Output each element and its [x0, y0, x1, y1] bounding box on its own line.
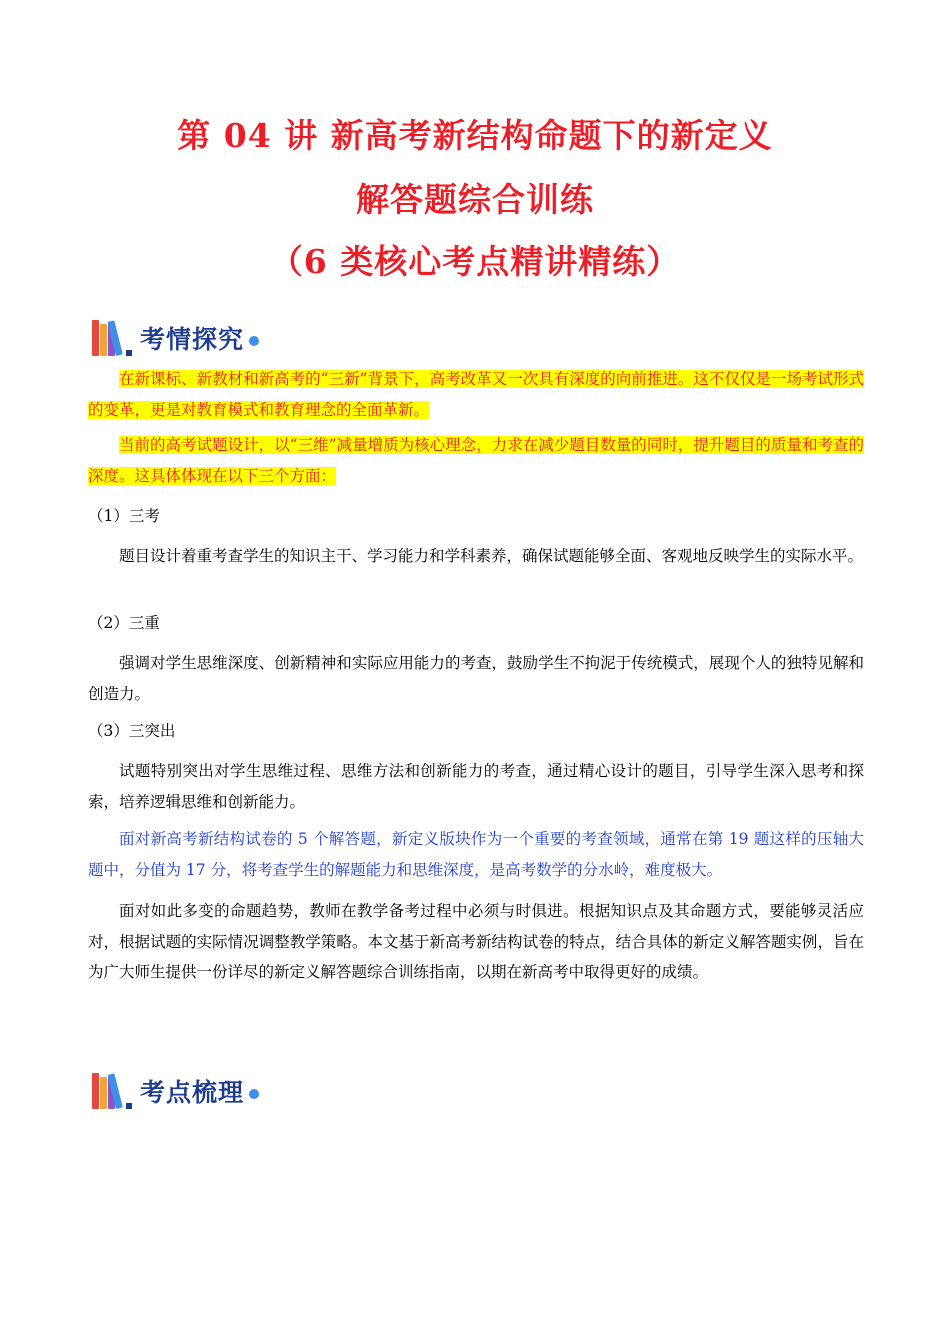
intro-paragraph-2: [88, 430, 864, 491]
section-title: 考情探究: [140, 325, 245, 354]
section-header-exam-analysis: [90, 316, 259, 360]
title-line-1: 第 04 讲 新高考新结构命题下的新定义: [177, 116, 773, 155]
item-text-3: 试题特别突出对学生思维过程、思维方法和创新能力的考查，通过精心设计的题目，引导学生深入思考和探索，培养逻辑思维和创新能力。: [88, 762, 864, 811]
item-label-2: （2）三重: [88, 614, 160, 632]
section-header-key-points: [90, 1069, 259, 1113]
books-icon: [90, 318, 138, 358]
books-icon: [90, 1071, 138, 1111]
dot-icon: [249, 1089, 259, 1099]
closing-paragraph: 面对如此多变的命题趋势，教师在教学备考过程中必须与时俱进。根据知识点及其命题方式，要能够灵活应对，根据试题的实际情况调整教学策略。本文基于新高考新结构试卷的特点，结合具体的新定义解答题实例，旨在为广大师生提供一份详尽的新定义解答题综合训练指南，以期在新高考中取得更好的成绩。: [88, 902, 864, 981]
item-label-1: （1）三考: [88, 507, 160, 525]
intro-paragraph-1: [88, 364, 864, 425]
item-label-3: （3）三突出: [88, 722, 176, 740]
highlighted-text: 当前的高考试题设计，以“三维”减量增质为核心理念，力求在减少题目数量的同时，提升题目的质量和考查的深度。这具体体现在以下三个方面：: [88, 436, 864, 485]
dot-icon: [249, 336, 259, 346]
item-text-1: 题目设计着重考查学生的知识主干、学习能力和学科素养，确保试题能够全面、客观地反映学生的实际水平。: [119, 547, 864, 565]
section-title: 考点梳理: [140, 1078, 245, 1107]
highlighted-text: 在新课标、新教材和新高考的“三新”背景下，高考改革又一次具有深度的向前推进。这不仅仅是一场考试形式的变革，更是对教育模式和教育理念的全面革新。: [88, 370, 864, 419]
item-text-2: 强调对学生思维深度、创新精神和实际应用能力的考查，鼓励学生不拘泥于传统模式，展现个人的独特见解和创造力。: [88, 654, 864, 703]
title-line-3: （6 类核心考点精讲精练）: [269, 242, 681, 281]
blue-paragraph: 面对新高考新结构试卷的 5 个解答题，新定义版块作为一个重要的考查领域，通常在第 19 题这样的压轴大题中，分值为 17 分，将考查学生的解题能力和思维深度，是高考数学的分水岭，难度极大。: [88, 830, 864, 879]
title-line-2: 解答题综合训练: [356, 180, 594, 219]
